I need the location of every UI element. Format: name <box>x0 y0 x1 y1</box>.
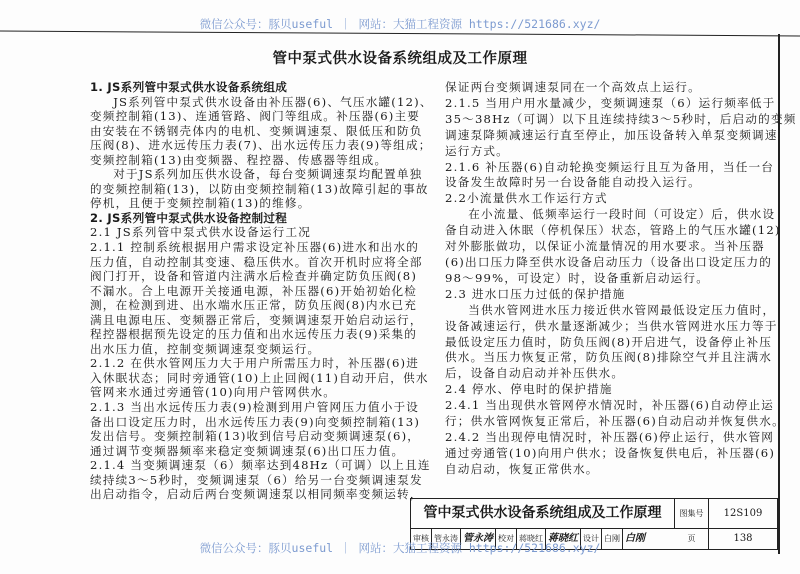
text-line: 设备减速运行，供水量逐渐减少；当供水管网进水压力等于 <box>445 318 778 333</box>
text-line: 2.1.1 控制系统根据用户需求设定补压器(6)进水和出水的 <box>90 240 420 255</box>
text-line: (6)出口压力降至供水设备启动压力（设备出口设定压力的 <box>445 254 773 269</box>
text-line: 2.4.2 当出现停电情况时，补压器(6)停止运行，供水管网 <box>445 429 775 444</box>
text-line: 出水压力值，控制变频调速泵变频运行。 <box>90 341 321 356</box>
watermark-top: 微信公众号：豚贝useful ｜ 网站：大猫工程资源 https://521686.xyz/ <box>199 17 601 31</box>
text-line: 2.1 JS系列管中泵式供水设备运行工况 <box>90 225 312 240</box>
text-line: 后，设备自动启动并补压供水。 <box>445 366 625 381</box>
text-line: 调速泵降频减速运行直至停止，加压设备转入单泵变频调速 <box>445 127 778 142</box>
text-line: 变频控制箱(13)、连通管路、阀门等组成。补压器(6)主要 <box>90 109 421 124</box>
text-line: 保证两台变频调速泵同在一个高效点上运行。 <box>445 80 701 94</box>
checker-signature: 蒋晓红 <box>546 529 581 549</box>
text-line: 通过调节变频器频率来稳定变频调速泵(6)出口压力值。 <box>90 443 405 458</box>
checker-name: 蒋晓红 <box>517 529 546 549</box>
text-line: 不漏水。合上电源开关接通电源，补压器(6)开始初始化检 <box>90 283 418 298</box>
text-line: 压阀(8)、进水远传压力表(7)、出水远传压力表(9)等组成； <box>90 138 432 153</box>
text-line: 备出口设定压力时，出水远传压力表(9)向变频控制箱(13) <box>90 414 421 429</box>
page-number: 138 <box>733 533 753 544</box>
designer-name: 白刚 <box>602 529 623 549</box>
designer-signature: 白刚 <box>625 533 645 544</box>
text-line: 的变频控制箱(13)，以防由变频控制箱(13)故障引起的事故 <box>90 181 429 196</box>
text-line: 最低设定压力值时，防负压阀(8)开启进气，设备停止补压 <box>445 334 773 349</box>
text-line: 入休眠状态；同时旁通管(10)上止回阀(11)自动开启，供水 <box>90 370 429 385</box>
text-line: 在小流量、低频率运行一段时间（可设定）后，供水设 <box>468 207 776 222</box>
text-line: 2.3 进水口压力过低的保护措施 <box>445 286 626 301</box>
review-label: 审核 <box>411 529 432 549</box>
text-line: 对外膨胀做功，以保证小流量情况的用水要求。当补压器 <box>445 239 765 254</box>
text-line: 供水。当压力恢复正常，防负压阀(8)排除空气并且注满水 <box>445 350 773 365</box>
text-line: JS系列管中泵式供水设备由补压器(6)、气压水罐(12)、 <box>113 94 433 109</box>
text-line: 2.4 停水、停电时的保护措施 <box>445 382 613 397</box>
text-line: 当供水管网进水压力接近供水管网最低设定压力值时， <box>468 302 776 317</box>
text-line: 变频控制箱(13)由变频器、程控器、传感器等组成。 <box>90 152 388 167</box>
text-line: 满且电源电压、变频器正常后，变频调速泵开始启动运行， <box>90 312 423 327</box>
reviewer-signature: 管永涛 <box>461 529 496 549</box>
text-line: 续持续3～5秒时，变频调速泵（6）给另一台变频调速泵发 <box>90 472 423 487</box>
text-line: 停机，且便于变频控制箱(13)的维修。 <box>90 196 311 211</box>
left-column-text <box>90 80 433 502</box>
title-block-title: 管中泵式供水设备系统组成及工作原理 <box>411 499 675 529</box>
section-heading: 2. JS系列管中泵式供水设备控制过程 <box>90 210 288 225</box>
section-heading: 1. JS系列管中泵式供水设备系统组成 <box>90 80 288 94</box>
atlas-number-label: 图集号 <box>675 499 709 529</box>
text-line: 运行方式。 <box>445 143 509 158</box>
text-line: 管网来水通过旁通管(10)向用户管网供水。 <box>90 385 337 400</box>
check-label: 校对 <box>496 529 517 549</box>
text-line: 设备发生故障时另一台设备能自动投入运行。 <box>445 175 701 190</box>
text-line: 通过旁通管(10)向用户供水；设备恢复供电后，补压器(6) <box>445 445 776 460</box>
text-line: 2.1.5 当用户用水量减少，变频调速泵（6）运行频率低于 <box>445 95 776 110</box>
text-line: 测，在检测到进、出水端水压正常，防负压阀(8)内水已充 <box>90 298 418 313</box>
text-line: 2.1.4 当变频调速泵（6）频率达到48Hz（可调）以上且连 <box>90 458 431 473</box>
watermark-bottom: 微信公众号：豚贝useful ｜ 网站：大猫工程资源 https://521686.xyz/ <box>199 541 601 555</box>
text-line: 2.1.2 在供水管网压力大于用户所需压力时，补压器(6)进 <box>90 356 420 371</box>
text-line: 由安装在不锈钢壳体内的电机、变频调速泵、限低压和防负 <box>90 123 423 138</box>
text-line: 发出信号。变频控制箱(13)收到信号启动变频调速泵(6)， <box>90 429 421 444</box>
text-line: 压力值，自动控制其变速、稳压供水。首次开机时应将全部 <box>90 254 423 269</box>
text-line: 出启动指令，启动后两台变频调速泵以相同频率变频运转， <box>90 487 423 502</box>
text-line: 35～38Hz（可调）以下且连续持续3～5秒时，后启动的变频 <box>445 111 797 126</box>
text-line: 程控器根据预先设定的压力值和出水远传压力表(9)采集的 <box>90 327 418 342</box>
reviewer-name: 管永涛 <box>432 529 461 549</box>
text-line: 2.1.3 当出水远传压力表(9)检测到用户管网压力值小于设 <box>90 400 420 415</box>
atlas-number: 12S109 <box>709 499 777 529</box>
design-label: 设计 <box>581 529 602 549</box>
page-label: 页 <box>675 529 709 549</box>
text-line: 阀门打开，设备和管道内注满水后检查并确定防负压阀(8) <box>90 269 418 284</box>
text-line: 2.4.1 当出现供水管网停水情况时，补压器(6)自动停止运 <box>445 398 775 413</box>
text-line: 备自动进入休眠（停机保压）状态，管路上的气压水罐(12) <box>445 223 781 238</box>
text-line: 自动启动，恢复正常供水。 <box>445 461 599 476</box>
right-column-text <box>445 80 797 478</box>
text-line: 2.2小流量供水工作运行方式 <box>445 191 608 206</box>
text-line: 对于JS系列加压供水设备，每台变频调速泵均配置单独 <box>113 167 423 182</box>
page-title: 管中泵式供水设备系统组成及工作原理 <box>272 51 528 67</box>
text-line: 98～99%，可设定）时，设备重新启动运行。 <box>445 270 710 285</box>
text-line: 行；供水管网恢复正常后，补压器(6)自动启动并恢复供水。 <box>445 414 785 429</box>
text-line: 2.1.6 补压器(6)自动轮换变频运行且互为备用，当任一台 <box>445 159 775 174</box>
